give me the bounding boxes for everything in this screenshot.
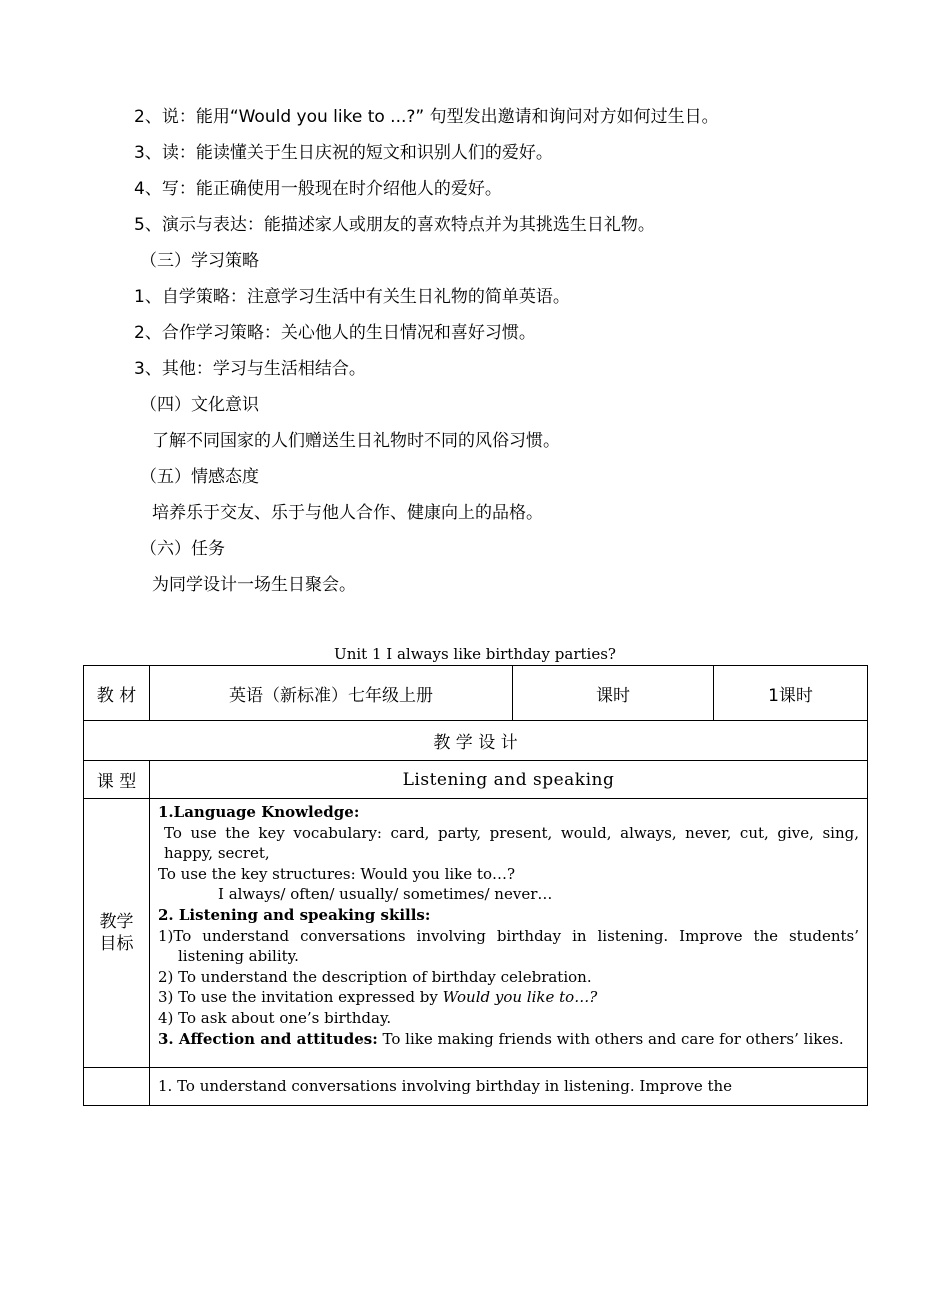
table-row-section-header [84,721,868,761]
intro-line-reading: 3、读：能读懂关于生日庆祝的短文和识别人们的爱好。 [134,143,553,163]
objective-heading-skills: 2. Listening and speaking skills: [158,905,431,924]
intro-line-writing: 4、写：能正确使用一般现在时介绍他人的爱好。 [134,179,502,199]
objective-skill-1: 1)To understand conversations involving birthday in listening. Improve the students’ listening ability. [158,926,859,966]
table-title: Unit 1 I always like birthday parties? [334,645,616,663]
objective-heading-affection: 3. Affection and attitudes: [158,1029,378,1048]
table-row-last [84,1068,868,1106]
hours-value: 1课时 [714,666,868,721]
intro-line-task: 为同学设计一场生日聚会。 [152,575,356,595]
heading-learning-strategy: （三）学习策略 [140,251,259,271]
heading-emotion: （五）情感态度 [140,467,259,487]
intro-line-speaking: 2、说：能用“Would you like to ...?” 句型发出邀请和询问对方如何过生日。 [134,107,719,127]
table-row-lesson-type [84,761,868,799]
intro-line-culture: 了解不同国家的人们赠送生日礼物时不同的风俗习惯。 [152,431,560,451]
objective-skill-4: 4) To ask about one’s birthday. [158,1008,392,1027]
objective-skill-3-text: 3) To use the invitation expressed by [158,988,443,1007]
label-objectives: 教学目标 [84,799,150,1068]
objective-skill-3 [158,987,859,1008]
objective-affection-text: To like making friends with others and care for others’ likes. [377,1029,844,1048]
objective-affection [158,1029,859,1050]
last-row-value: 1. To understand conversations involving birthday in listening. Improve the [150,1068,868,1106]
intro-line-emotion: 培养乐于交友、乐于与他人合作、健康向上的品格。 [152,503,543,523]
lesson-plan-table [83,665,868,1106]
intro-line-other: 3、其他：学习与生活相结合。 [134,359,366,379]
table-row-objectives [84,799,868,1068]
intro-line-self-study: 1、自学策略：注意学习生活中有关生日礼物的简单英语。 [134,287,570,307]
objective-vocabulary: To use the key vocabulary: card, party, present, would, always, never, cut, give, sing, happy, secret, [164,823,859,863]
objective-frequency: I always/ often/ usually/ sometimes/ never… [218,885,553,904]
intro-line-cooperation: 2、合作学习策略：关心他人的生日情况和喜好习惯。 [134,323,536,343]
label-last-row [84,1068,150,1106]
heading-culture: （四）文化意识 [140,395,259,415]
objective-skill-3-phrase: Would you like to…? [442,988,598,1007]
table-row-textbook [84,666,868,721]
objectives-content [150,799,868,1068]
lesson-type-value: Listening and speaking [150,761,868,799]
section-header-teaching-design: 教 学 设 计 [84,721,868,761]
objective-skill-2: 2) To understand the description of birthday celebration. [158,967,592,986]
objective-structures: To use the key structures: Would you like to…? [158,864,516,883]
heading-task: （六）任务 [140,539,225,559]
label-textbook: 教 材 [84,666,150,721]
intro-line-presenting: 5、演示与表达：能描述家人或朋友的喜欢特点并为其挑选生日礼物。 [134,215,655,235]
textbook-value: 英语（新标准）七年级上册 [150,666,513,721]
objective-heading-language: 1.Language Knowledge: [158,803,360,821]
label-hours: 课时 [513,666,714,721]
label-lesson-type: 课 型 [84,761,150,799]
